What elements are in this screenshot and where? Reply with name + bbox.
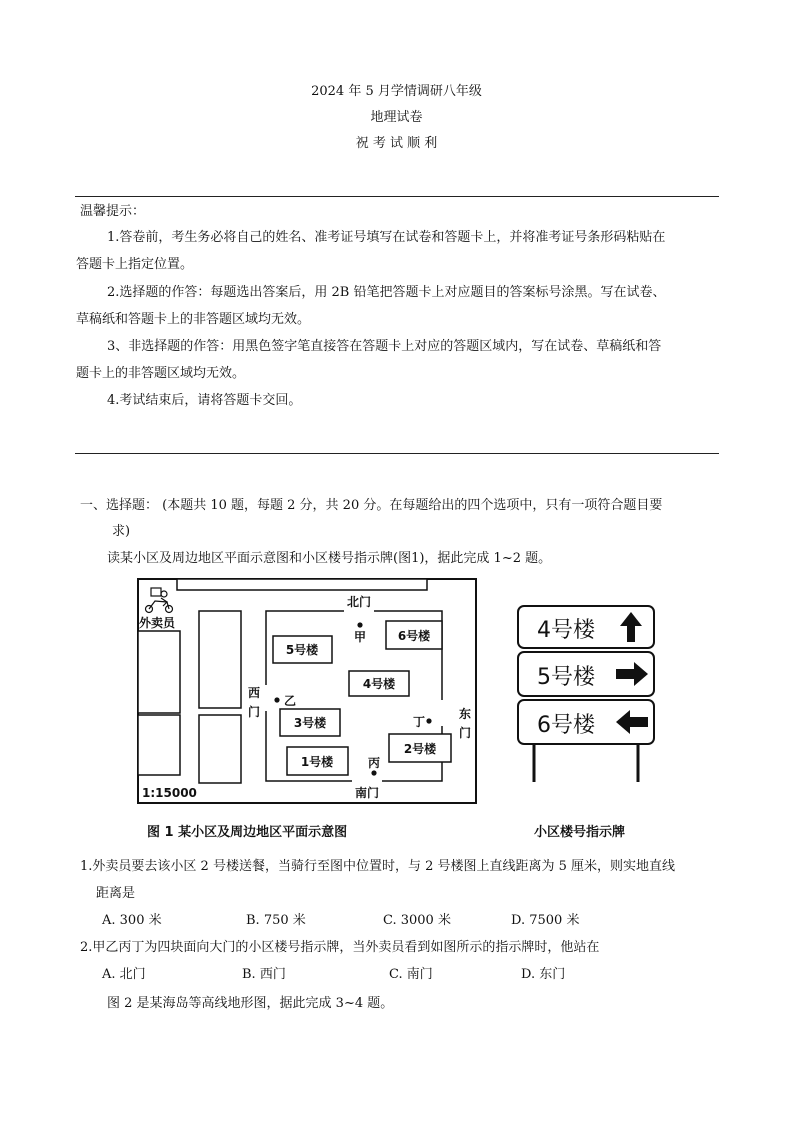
notice-line: 4.考试结束后，请将答题卡交回。 xyxy=(107,393,302,408)
question-2-stem: 2.甲乙丙丁为四块面向大门的小区楼号指示牌，当外卖员看到如图所示的指示牌时，他站在 xyxy=(80,940,600,955)
exam-subject: 地理试卷 xyxy=(370,110,423,125)
building-5-label: 5号楼 xyxy=(285,643,319,657)
block xyxy=(138,631,180,713)
question-1-stem-cont: 距离是 xyxy=(96,886,136,901)
notice-line: 1.答卷前，考生务必将自己的姓名、准考证号填写在试卷和答题卡上，并将准考证号条形码粘贴在 xyxy=(107,230,666,245)
figure-caption-map: 图 1 某小区及周边地区平面示意图 xyxy=(147,825,348,840)
question-1-stem: 1.外卖员要去该小区 2 号楼送餐，当骑行至图中位置时，与 2 号楼图上直线距离为 5 厘米，则实地直线 xyxy=(80,859,676,874)
block xyxy=(138,715,180,775)
question-2-option-b[interactable]: B. 西门 xyxy=(242,967,286,982)
point-yi-dot xyxy=(274,697,279,702)
section-intro: 读某小区及周边地区平面示意图和小区楼号指示牌(图1)，据此完成 1~2 题。 xyxy=(107,551,552,566)
point-jia-dot xyxy=(357,622,362,627)
sign-row-3-label: 6号楼 xyxy=(537,713,595,738)
east-gate-label-2: 门 xyxy=(458,726,472,740)
community-map xyxy=(130,575,482,807)
building-2-label: 2号楼 xyxy=(403,742,437,756)
building-direction-sign xyxy=(514,602,658,784)
notice-line: 草稿纸和答题卡上的非答题区域均无效。 xyxy=(76,312,311,327)
building-3-label: 3号楼 xyxy=(293,716,327,730)
delivery-label: 外卖员 xyxy=(139,616,176,630)
notice-line: 3、非选择题的作答：用黑色签字笔直接答在答题卡上对应的答题区域内，写在试卷、草稿纸和答 xyxy=(107,339,662,354)
building-1-label: 1号楼 xyxy=(300,755,334,769)
section-title-cont: 求) xyxy=(112,524,131,539)
notice-line: 题卡上的非答题区域均无效。 xyxy=(76,366,246,381)
notice-heading: 温馨提示： xyxy=(80,204,146,219)
south-gate-label: 南门 xyxy=(354,786,380,800)
point-yi-label: 乙 xyxy=(283,694,297,708)
building-4-label: 4号楼 xyxy=(362,677,396,691)
west-gate-label-1: 西 xyxy=(247,686,261,700)
block xyxy=(199,715,241,783)
exam-title: 2024 年 5 月学情调研八年级 xyxy=(311,84,482,99)
point-jia-label: 甲 xyxy=(353,630,367,644)
east-gate-label-1: 东 xyxy=(458,707,472,721)
west-gate-gap xyxy=(263,685,269,711)
block xyxy=(199,611,241,708)
south-gate-gap xyxy=(352,778,382,784)
sign-row-2-label: 5号楼 xyxy=(537,665,595,690)
question-1-option-a[interactable]: A. 300 米 xyxy=(102,913,162,928)
point-ding-dot xyxy=(426,718,431,723)
building-6-label: 6号楼 xyxy=(397,629,431,643)
notice-bottom-divider xyxy=(75,453,719,454)
map-scale: 1:15000 xyxy=(142,786,197,800)
next-section-intro: 图 2 是某海岛等高线地形图，据此完成 3~4 题。 xyxy=(107,996,394,1011)
question-1-option-d[interactable]: D. 7500 米 xyxy=(511,913,580,928)
point-bing-dot xyxy=(371,770,376,775)
question-2-option-c[interactable]: C. 南门 xyxy=(389,967,433,982)
sign-row-1-label: 4号楼 xyxy=(537,618,595,643)
north-gate-label: 北门 xyxy=(346,595,372,609)
notice-line: 答题卡上指定位置。 xyxy=(76,257,194,272)
delivery-rider-icon xyxy=(146,588,173,613)
point-ding-label: 丁 xyxy=(412,715,426,729)
top-road-strip xyxy=(177,579,427,590)
question-1-option-c[interactable]: C. 3000 米 xyxy=(383,913,451,928)
exam-wish: 祝 考 试 顺 利 xyxy=(355,136,438,151)
east-gate-gap xyxy=(439,700,445,726)
question-2-option-d[interactable]: D. 东门 xyxy=(521,967,566,982)
west-gate-label-2: 门 xyxy=(247,705,261,719)
question-1-option-b[interactable]: B. 750 米 xyxy=(246,913,306,928)
notice-line: 2.选择题的作答：每题选出答案后，用 2B 铅笔把答题卡上对应题目的答案标号涂黑。写在试卷、 xyxy=(107,285,666,300)
question-2-option-a[interactable]: A. 北门 xyxy=(102,967,146,982)
notice-top-divider xyxy=(75,196,719,197)
section-title: 一、选择题： (本题共 10 题，每题 2 分，共 20 分。在每题给出的四个选项中，只有一项符合题目要 xyxy=(80,498,663,513)
point-bing-label: 丙 xyxy=(367,756,381,770)
figure-caption-sign: 小区楼号指示牌 xyxy=(534,825,626,840)
